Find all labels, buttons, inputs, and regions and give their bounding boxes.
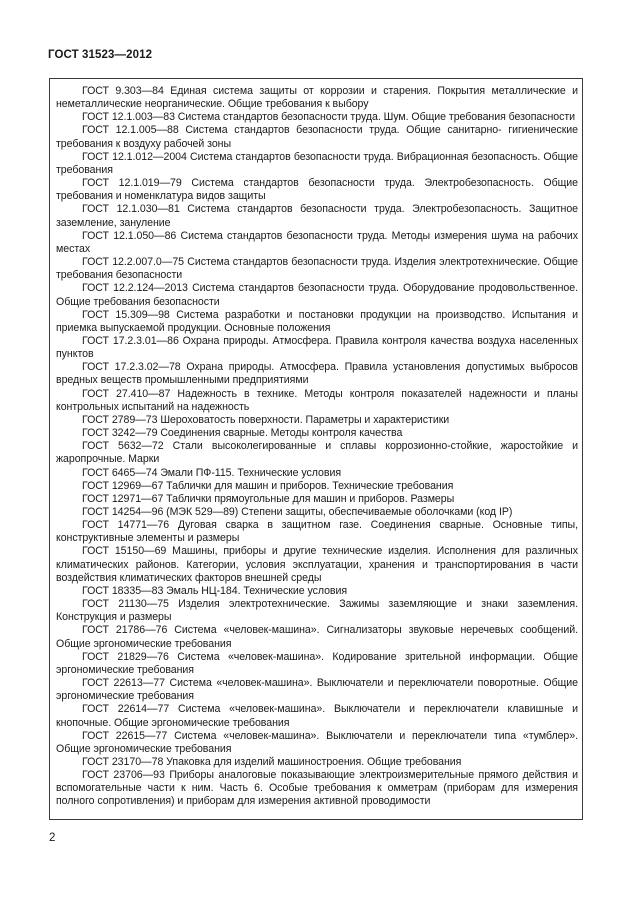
reference-item: ГОСТ 22614—77 Система «человек-машина». Выключатели и переключатели клавишные и кнопочные. Общие эргономические требования [56,703,578,729]
reference-item: ГОСТ 12.1.030—81 Система стандартов безопасности труда. Электробезопасность. Защитное заземление, зануление [56,203,578,229]
reference-item: ГОСТ 23170—78 Упаковка для изделий машиностроения. Общие требования [82,755,462,768]
reference-item: ГОСТ 12.1.019—79 Система стандартов безопасности труда. Электробезопасность. Общие требования и номенклатура видов защиты [56,177,578,203]
reference-item: ГОСТ 22615—77 Система «человек-машина». Выключатели и переключатели типа «тумблер». Общие эргономические требования [56,729,578,755]
reference-item: ГОСТ 12.1.003—83 Система стандартов безопасности труда. Шум. Общие требования безопасности [82,111,576,124]
reference-item: ГОСТ 12969—67 Таблички для машин и приборов. Технические требования [82,479,454,492]
reference-item: ГОСТ 6465—74 Эмали ПФ-115. Технические условия [82,466,342,479]
reference-item: ГОСТ 27.410—87 Надежность в технике. Методы контроля показателей надежности и планы контрольных испытаний на надежность [56,387,578,413]
reference-item: ГОСТ 12.2.124—2013 Система стандартов безопасности труда. Оборудование продовольственное. Общие требования безопасности [56,282,578,308]
document-header: ГОСТ 31523—2012 [48,49,153,61]
reference-item: ГОСТ 15.309—98 Система разработки и постановки продукции на производство. Испытания и приемка выпускаемой продукции. Основные положения [56,308,578,334]
reference-item: ГОСТ 21130—75 Изделия электротехнические. Зажимы заземляющие и знаки заземления. Конструкция и размеры [56,598,578,624]
normative-references-list [56,85,578,809]
reference-item: ГОСТ 12971—67 Таблички прямоугольные для машин и приборов. Размеры [82,492,455,505]
reference-item: ГОСТ 2789—73 Шероховатость поверхности. Параметры и характеристики [82,413,450,426]
reference-item: ГОСТ 14771—76 Дуговая сварка в защитном газе. Соединения сварные. Основные типы, конструктивные элементы и размеры [56,519,578,545]
reference-item: ГОСТ 21786—76 Система «человек-машина». Сигнализаторы звуковые неречевых сообщений. Общие эргономические требования [56,624,578,650]
page-number: 2 [49,832,56,844]
reference-item: ГОСТ 5632—72 Стали высоколегированные и сплавы коррозионно-стойкие, жаростойкие и жаропрочные. Марки [56,440,578,466]
reference-item: ГОСТ 12.1.050—86 Система стандартов безопасности труда. Методы измерения шума на рабочих местах [56,229,578,255]
reference-item: ГОСТ 15150—69 Машины, приборы и другие технические изделия. Исполнения для различных климатических районов. Категории, условия эксплуатации, хранения и транспортирования в части воздействия климатических факторов внешней среды [56,545,578,584]
reference-item: ГОСТ 12.1.012—2004 Система стандартов безопасности труда. Вибрационная безопасность. Общие требования [56,150,578,176]
reference-item: ГОСТ 14254—96 (МЭК 529—89) Степени защиты, обеспечиваемые оболочками (код IP) [82,506,513,518]
reference-item: ГОСТ 3242—79 Соединения сварные. Методы контроля качества [82,427,403,440]
reference-item: ГОСТ 12.2.007.0—75 Система стандартов безопасности труда. Изделия электротехнические. Общие требования безопасности [56,256,578,282]
reference-item: ГОСТ 9.303—84 Единая система защиты от коррозии и старения. Покрытия металлические и неметаллические неорганические. Общие требования к выбору [56,85,578,111]
reference-item: ГОСТ 12.1.005—88 Система стандартов безопасности труда. Общие санитарно- гигиенические требования к воздуху рабочей зоны [56,124,578,150]
reference-item: ГОСТ 17.2.3.01—86 Охрана природы. Атмосфера. Правила контроля качества воздуха населенных пунктов [56,334,578,361]
reference-item: ГОСТ 22613—77 Система «человек-машина». Выключатели и переключатели поворотные. Общие эргономические требования [56,677,578,703]
reference-item: ГОСТ 17.2.3.02—78 Охрана природы. Атмосфера. Правила установления допустимых выбросов вредных веществ промышленными предприятиями [56,361,578,387]
reference-item: ГОСТ 23706—93 Приборы аналоговые показывающие электроизмерительные прямого действия и вспомогательные части к ним. Часть 6. Особые требования к омметрам (приборам для измерения полного сопротивления) и приборам для измерения активной проводимости [56,769,578,808]
reference-item: ГОСТ 18335—83 Эмаль НЦ-184. Технические условия [82,584,348,597]
reference-item: ГОСТ 21829—76 Система «человек-машина». Кодирование зрительной информации. Общие эргономические требования [56,650,578,676]
